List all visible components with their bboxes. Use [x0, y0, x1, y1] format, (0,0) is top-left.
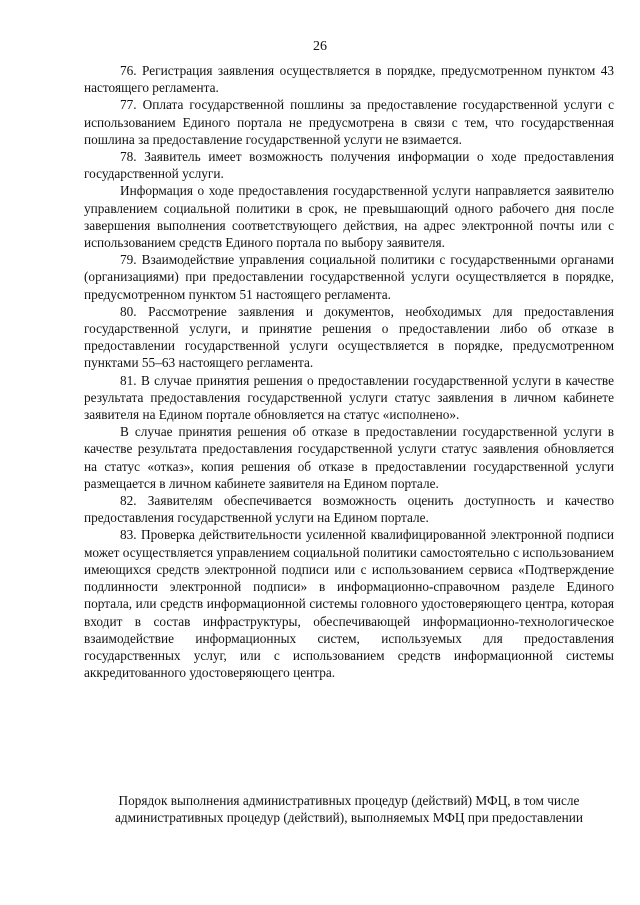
- paragraph-78-info: Информация о ходе предоставления государственной услуги направляется заявителю управлением социальной политики в срок, не превышающий одного рабочего дня после завершения выполнения соответствующего действия, на адрес электронной почты или с использованием средств Единого портала по выбору заявителя.: [84, 183, 614, 251]
- paragraph-82: 82. Заявителям обеспечивается возможность оценить доступность и качество предоставления государственной услуги на Едином портале.: [84, 493, 614, 526]
- section-heading-line-1: Порядок выполнения административных процедур (действий) МФЦ, в том числе: [118, 793, 580, 808]
- paragraph-76: 76. Регистрация заявления осуществляется в порядке, предусмотренном пунктом 43 настоящего регламента.: [84, 63, 614, 96]
- paragraph-81-refusal: В случае принятия решения об отказе в предоставлении государственной услуги в качестве результата предоставления государственной услуги статус заявления обновляется на статус «отказ», копия решения об отказе в предоставлении государственной услуги размещается в личном кабинете заявителя на Едином портале.: [84, 424, 614, 491]
- page-number: 26: [313, 39, 327, 54]
- paragraph-79: 79. Взаимодействие управления социальной политики с государственными органами (организациями) при предоставлении государственной услуги осуществляется в порядке, предусмотренном пунктом 51 настоящего регламента.: [84, 252, 614, 302]
- document-body: [84, 62, 614, 681]
- paragraph-77: 77. Оплата государственной пошлины за предоставление государственной услуги с использованием Единого портала не предусмотрена в связи с тем, что государственная пошлина за предоставление государственной услуги не взимается.: [84, 97, 614, 147]
- paragraph-80: 80. Рассмотрение заявления и документов, необходимых для предоставления государственной услуги, и принятие решения о предоставлении либо об отказе в предоставлении государственной услуги осуществляется в порядке, предусмотренном пунктами 55–63 настоящего регламента.: [84, 303, 614, 371]
- paragraph-81: 81. В случае принятия решения о предоставлении государственной услуги в качестве результата предоставления государственной услуги статус заявления в личном кабинете заявителя на Едином портале обновляется на статус «исполнено».: [84, 372, 614, 423]
- paragraph-83: 83. Проверка действительности усиленной квалифицированной электронной подписи может осуществляется управлением социальной политики самостоятельно с использованием имеющихся средств электронной подписи или с использованием сервиса «Подтверждение подлинности электронной подписи» в информационно-справочном разделе Единого портала, или средств информационной системы головного удостоверяющего центра, которая входит в состав инфраструктуры, обеспечивающей информационно-технологическое взаимодействие информационных систем, используемых для предоставления государственных услуг, или с использованием средств информационной системы аккредитованного удостоверяющего центра.: [84, 527, 614, 681]
- section-heading-line-2: административных процедур (действий), выполняемых МФЦ при предоставлении: [114, 810, 584, 826]
- section-heading: [84, 792, 614, 826]
- paragraph-78: 78. Заявитель имеет возможность получения информации о ходе предоставления государственной услуги.: [84, 149, 614, 182]
